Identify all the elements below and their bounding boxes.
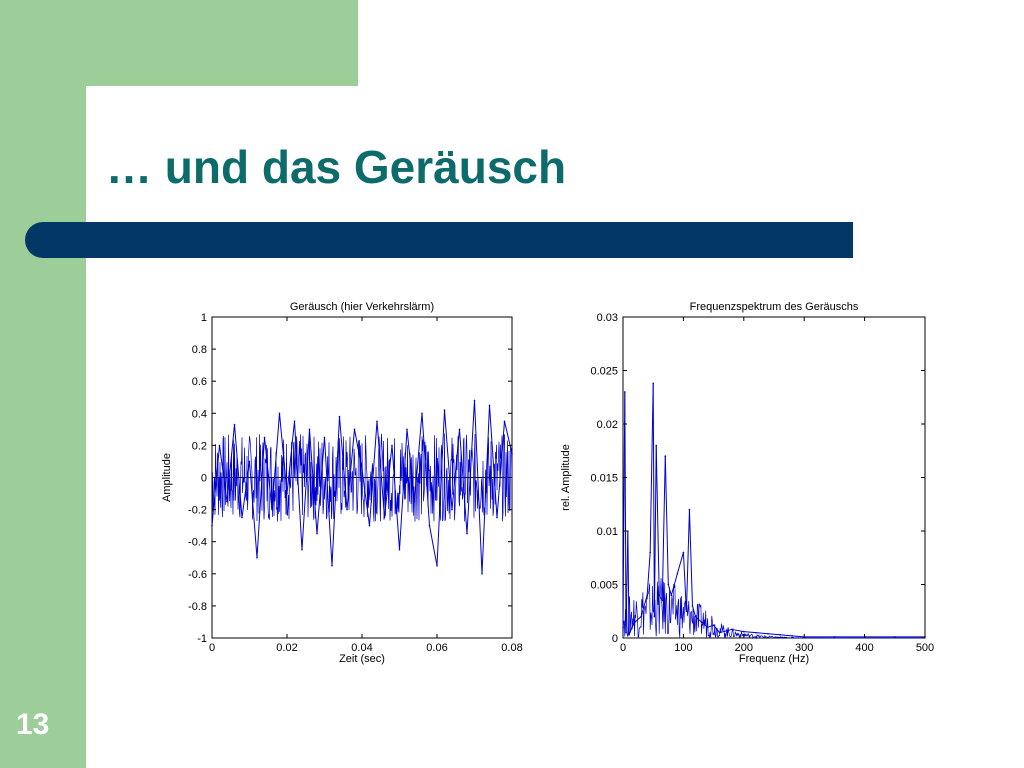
chart-1-point <box>683 552 685 554</box>
chart-0-xtick-label: 0.02 <box>276 642 298 654</box>
chart-0-ytick-label: 0.6 <box>191 376 207 389</box>
chart-1-point <box>677 573 679 575</box>
chart-1-title: Frequenzspektrum des Geräuschs <box>689 301 859 313</box>
chart-1-point <box>668 584 670 586</box>
chart-1-xtick-label: 200 <box>734 642 753 654</box>
chart-1-point <box>692 605 694 607</box>
chart-1-point <box>655 445 657 447</box>
chart-0-xtick-label: 0.08 <box>501 642 523 654</box>
chart-0-xlabel: Zeit (sec) <box>339 653 385 665</box>
chart-1-ytick-label: 0.005 <box>590 579 618 592</box>
chart-1-ytick-label: 0.025 <box>590 365 618 378</box>
chart-1-xtick-label: 400 <box>855 642 874 654</box>
chart-1-ylabel: rel. Amplitude <box>560 444 572 511</box>
chart-1-point <box>713 624 715 626</box>
chart-1-point <box>834 636 836 638</box>
chart-0-ylabel: Amplitude <box>161 453 173 502</box>
chart-1-point <box>767 633 769 635</box>
chart-0-ytick-label: -0.8 <box>188 600 207 613</box>
chart-1-point <box>894 636 896 638</box>
chart-1-point <box>627 530 629 532</box>
chart-1-xtick-label: 300 <box>795 642 814 654</box>
page-number: 13 <box>16 708 50 741</box>
chart-0-xtick-label: 0.04 <box>351 642 373 654</box>
chart-1-xtick-label: 0 <box>619 642 627 654</box>
chart-1-point <box>743 631 745 633</box>
chart-1-xtick-label: 500 <box>915 642 935 654</box>
chart-1-xlabel: Frequenz (Hz) <box>738 653 810 665</box>
chart-0-ytick-label: -0.6 <box>188 568 207 581</box>
chart-0-ytick-label: -1 <box>197 633 207 645</box>
chart-1-point <box>755 632 757 634</box>
chart-1-point <box>649 552 651 554</box>
chart-0-ytick-label: -0.2 <box>188 504 207 517</box>
chart-1-ytick-label: 0.02 <box>596 419 618 431</box>
chart-0-ytick-label: 0 <box>200 472 207 485</box>
chart-1-point <box>652 383 654 385</box>
chart-1-ytick-label: 0.01 <box>596 526 618 538</box>
chart-0-title: Geräusch (hier Verkehrslärm) <box>289 301 435 313</box>
chart-1-point <box>791 635 793 637</box>
chart-1-point <box>625 632 627 634</box>
chart-0-xtick-label: 0 <box>208 642 216 654</box>
chart-0-ytick-label: 1 <box>200 312 207 324</box>
chart-1-point <box>779 634 781 636</box>
chart-0-xtick-label: 0.06 <box>426 642 448 654</box>
chart-1-point <box>664 455 666 457</box>
chart-1-point <box>689 509 691 511</box>
chart-1-ytick-label: 0.015 <box>590 472 618 485</box>
chart-1-xtick-label: 100 <box>674 642 693 654</box>
chart-0-ytick-label: 0.2 <box>191 440 207 453</box>
slide-title: … und das Geräusch <box>106 141 567 193</box>
chart-1-ytick-label: 0 <box>611 633 618 645</box>
chart-1-point <box>654 616 656 618</box>
chart-1-point <box>624 391 626 393</box>
chart-0-ytick-label: 0.8 <box>191 344 207 357</box>
chart-0-ytick-label: -0.4 <box>188 536 207 549</box>
chart-1-ytick-label: 0.03 <box>596 312 618 324</box>
chart-0-ytick-label: 0.4 <box>191 408 207 421</box>
chart-1-point <box>628 634 630 636</box>
chart-1-frame <box>623 317 925 638</box>
